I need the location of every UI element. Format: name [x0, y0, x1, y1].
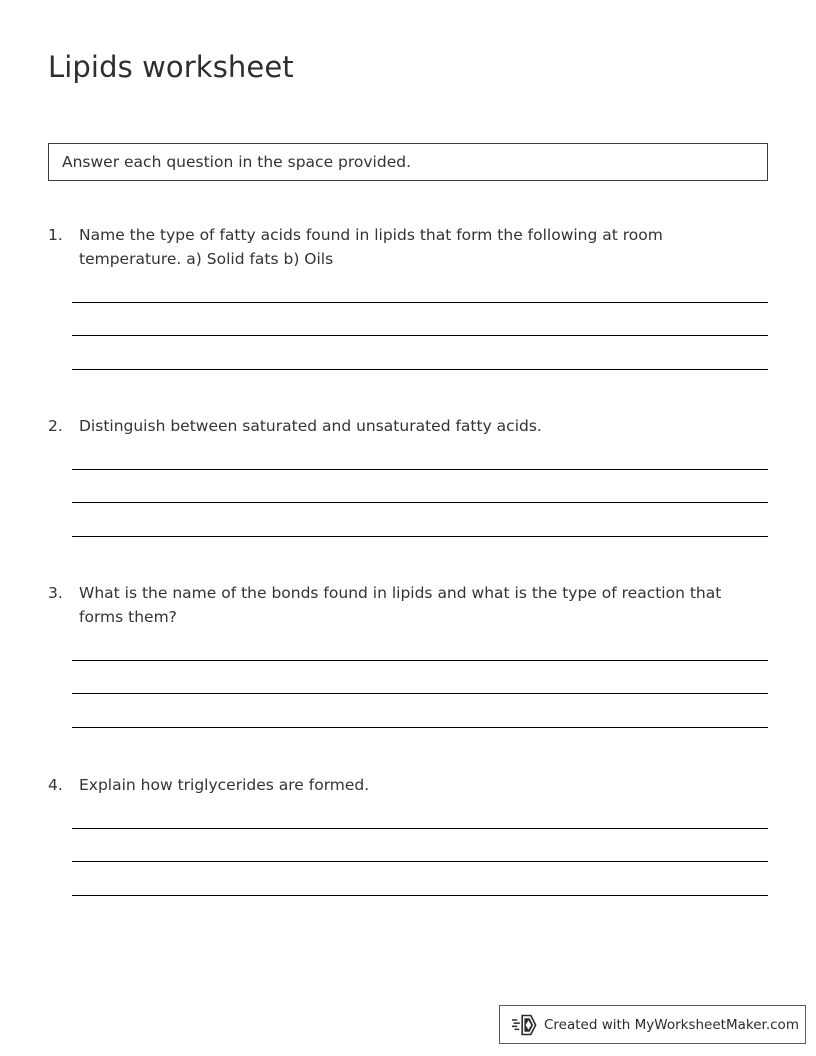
- badge-text: Created with MyWorksheetMaker.com: [544, 1016, 799, 1033]
- question-text: Name the type of fatty acids found in lipids that form the following at room temperature. a) Solid fats b) Oils: [79, 226, 663, 268]
- question-row: [48, 773, 768, 797]
- answer-line[interactable]: [72, 369, 768, 370]
- page-title: Lipids worksheet: [48, 50, 294, 84]
- question-row: [48, 581, 768, 629]
- question-number: 4.: [48, 776, 63, 794]
- answer-line[interactable]: [72, 335, 768, 336]
- answer-line[interactable]: [72, 828, 768, 829]
- question-text: What is the name of the bonds found in lipids and what is the type of reaction that forms them?: [79, 584, 722, 626]
- instruction-box: [48, 143, 768, 181]
- instruction-text: Answer each question in the space provided.: [62, 152, 412, 171]
- worksheet-maker-logo-icon: [512, 1014, 538, 1036]
- question-number: 3.: [48, 584, 63, 602]
- answer-line[interactable]: [72, 861, 768, 862]
- question-number: 2.: [48, 417, 63, 435]
- answer-line[interactable]: [72, 727, 768, 728]
- answer-line[interactable]: [72, 536, 768, 537]
- question-item-3: [48, 581, 768, 629]
- question-row: [48, 223, 768, 271]
- question-row: [48, 414, 768, 438]
- answer-line[interactable]: [72, 302, 768, 303]
- question-text: Distinguish between saturated and unsaturated fatty acids.: [79, 417, 542, 435]
- question-item-1: [48, 223, 768, 271]
- question-number: 1.: [48, 226, 63, 244]
- footer-attribution-badge[interactable]: [499, 1005, 806, 1044]
- answer-lines-1[interactable]: [72, 302, 768, 370]
- answer-line[interactable]: [72, 895, 768, 896]
- answer-lines-3[interactable]: [72, 660, 768, 728]
- question-item-2: [48, 414, 768, 438]
- answer-line[interactable]: [72, 660, 768, 661]
- question-text: Explain how triglycerides are formed.: [79, 776, 370, 794]
- answer-line[interactable]: [72, 502, 768, 503]
- answer-lines-4[interactable]: [72, 828, 768, 896]
- answer-line[interactable]: [72, 693, 768, 694]
- answer-lines-2[interactable]: [72, 469, 768, 537]
- question-item-4: [48, 773, 768, 797]
- answer-line[interactable]: [72, 469, 768, 470]
